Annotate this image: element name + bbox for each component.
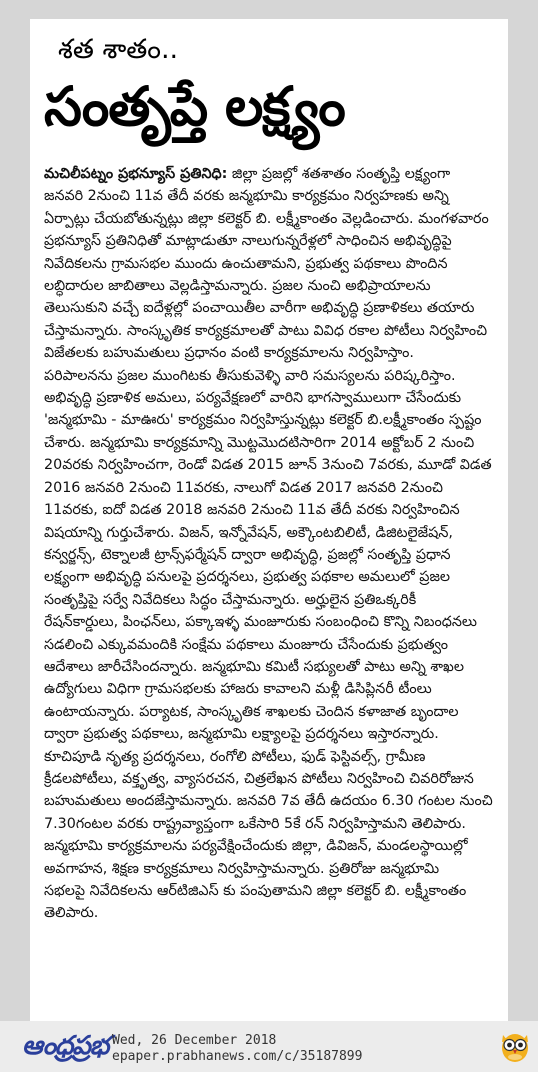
article-line: 20వరకు నిర్వహించగా, రెండో విడత 2015 జూన్ 3నుంచి 7వరకు, మూడో విడత: [44, 457, 492, 474]
article-line: అవగాహన, శిక్షణ కార్యక్రమాలు నిర్వహిస్తామన్నారు. ప్రతిరోజు జన్మభూమి: [44, 860, 440, 877]
page-footer: [0, 1021, 538, 1072]
article-line: సంతృప్తిపై సర్వే నివేదికలు సిద్ధం చేస్తామన్నారు. అర్హులైన ప్రతిఒక్కరికీ: [44, 591, 417, 608]
article-line: కన్వర్జన్స్, టెక్నాలజీ ట్రాన్స్‌ఫర్మేషన్ ద్వారా అభివృద్ధి, ప్రజల్లో సంతృప్తి ప్రధాన: [44, 546, 451, 563]
article-line: క్రీడలపోటీలు, వక్తృత్వ, వ్యాసరచన, చిత్రలేఖన పోటీలు నిర్వహించి చివరిరోజున: [44, 770, 474, 787]
article-line: లబ్ధిదారుల జాబితాలు వెల్లడిస్తామన్నారు. ప్రజల నుంచి అభిప్రాయాలను: [44, 278, 431, 295]
article-line: సడలించి ఎక్కువమందికి సంక్షేమ పథకాలు మంజూరు చేసేందుకు ప్రభుత్వం: [44, 636, 448, 653]
article-line: విజేతలకు బహుమతులు ప్రధానం వంటి కార్యక్రమాలను నిర్వహిస్తాం.: [44, 345, 414, 362]
edition-date: Wed, 26 December 2018: [112, 1033, 277, 1048]
article-line: తెలుసుకుని వచ్చే ఐదేళ్లల్లో పంచాయితీల వారీగా అభివృద్ధి ప్రణాళికలు తయారు: [44, 300, 475, 317]
article-line: రేషన్‌కార్డులు, పింఛన్‌లు, పక్కాఇళ్ళ మంజూరుకు సంబంధించి కొన్ని నిబంధనలు: [44, 614, 477, 631]
article-line: అభివృద్ధి ప్రణాళిక అమలు, పర్యవేక్షణలో వారిని భాగస్వాములుగా చేసేందుకు: [44, 390, 462, 407]
article-line: [44, 163, 494, 185]
article-line: బహుమతులు అందజేస్తామన్నారు. జనవరి 7వ తేదీ ఉదయం 6.30 గంటల నుంచి: [44, 793, 493, 810]
edition-url[interactable]: epaper.prabhanews.com/c/35187899: [112, 1049, 363, 1064]
article-line: ఉంటాయన్నారు. పర్యాటక, సాంస్కృతిక శాఖలకు చెందిన కళాజాత బృందాల: [44, 703, 459, 720]
article-line: ద్వారా ప్రభుత్వ పథకాలు, జన్మభూమి లక్ష్యాలపై ప్రదర్శనలు ఇస్తారన్నారు.: [44, 726, 439, 743]
article-line: చేశారు. జన్మభూమి కార్యక్రమాన్ని మొట్టమొదటిసారిగా 2014 అక్టోబర్ 2 నుంచి: [44, 434, 475, 451]
article-line: 'జన్మభూమి - మాఊరు' కార్యక్రమం నిర్వహిస్తున్నట్లు కలెక్టర్ బి.లక్ష్మీకాంతం స్పష్టం: [44, 412, 482, 429]
article-line: కూచిపూడి నృత్య ప్రదర్శనలు, రంగోలి పోటీలు, ఫుడ్ ఫెస్టివల్స్, గ్రామీణ: [44, 748, 426, 765]
article-line: నివేదికలను గ్రామసభల ముందు ఉంచుతామని, ప్రభుత్వ పథకాలు పొందిన: [44, 255, 448, 272]
edition-meta: [112, 1033, 362, 1065]
article-body: [44, 163, 494, 925]
article-line: లక్ష్యంగా అభివృద్ధి పనులపై ప్రదర్శనలు, ప్రభుత్వ పథకాల అమలులో ప్రజల: [44, 569, 451, 586]
article-line: తెలిపారు.: [44, 905, 99, 922]
article-line: జన్మభూమి కార్యక్రమాలను పర్యవేక్షించేందుకు జిల్లా, డివిజన్, మండలస్థాయిల్లో: [44, 838, 468, 855]
owl-icon[interactable]: [500, 1029, 530, 1067]
article-line: 7.30గంటల వరకు రాష్ట్రవ్యాప్తంగా ఒకేసారి 5కే రన్ నిర్వహిస్తామని తెలిపారు.: [44, 815, 466, 832]
article-line: ఉద్యోగులు విధిగా గ్రామసభలకు హాజరు కావాలని మళ్లీ డిసిప్లినరీ టీంలు: [44, 681, 432, 698]
newspaper-logo[interactable]: ఆంధ్రప్రభ: [22, 1031, 109, 1061]
article-line: పరిపాలనను ప్రజల ముంగిటకు తీసుకువెళ్ళి వారి సమస్యలను పరిష్కరిస్తాం.: [44, 367, 456, 384]
article-line: జనవరి 2నుంచి 11వ తేదీ వరకు జన్మభూమి కార్యక్రమం నిర్వహణకు అన్ని: [44, 188, 449, 205]
article-line: ఏర్పాట్లు చేయబోతున్నట్లు జిల్లా కలెక్టర్ బి. లక్ష్మీకాంతం వెల్లడించారు. మంగళవారం: [44, 210, 489, 227]
article-dateline: మచిలీపట్నం ప్రభన్యూస్ ప్రతినిధి:: [44, 166, 228, 182]
article-kicker: శత శాతం..: [58, 34, 179, 65]
article-line: చేస్తామన్నారు. సాంస్కృతిక కార్యక్రమాలతో పాటు వివిధ రకాల పోటీలు నిర్వహించి: [44, 322, 488, 339]
article-clipping: [30, 19, 508, 1021]
article-line-text: జిల్లా ప్రజల్లో శతశాతం సంతృప్తి లక్ష్యంగా: [227, 166, 451, 182]
article-line: ఆదేశాలు జారీచేసిందన్నారు. జన్మభూమి కమిటీ సభ్యులతో పాటు అన్ని శాఖల: [44, 658, 464, 675]
article-line: సభలపై నివేదికలను ఆర్‌టిజిఎస్ కు పంపుతామని జిల్లా కలెక్టర్ బి. లక్ష్మీకాంతం: [44, 883, 467, 899]
article-line: 11వరకు, ఐదో విడత 2018 జనవరి 2నుంచి 11వ తేదీ వరకు నిర్వహించిన: [44, 502, 460, 519]
article-line: ప్రభన్యూస్ ప్రతినిధితో మాట్లాడుతూ నాలుగున్నరేళ్లలో సాధించిన అభివృద్ధిపై: [44, 233, 452, 250]
article-line: విషయాన్ని గుర్తుచేశారు. విజన్, ఇన్నోవేషన్, అక్కౌంటబిలిటీ, డిజిటలైజేషన్,: [44, 524, 453, 541]
article-line: 2016 జనవరి 2నుంచి 11వరకు, నాలుగో విడత 2017 జనవరి 2నుంచి: [44, 479, 443, 496]
article-headline: సంతృప్తే లక్ష్యం: [44, 75, 345, 138]
